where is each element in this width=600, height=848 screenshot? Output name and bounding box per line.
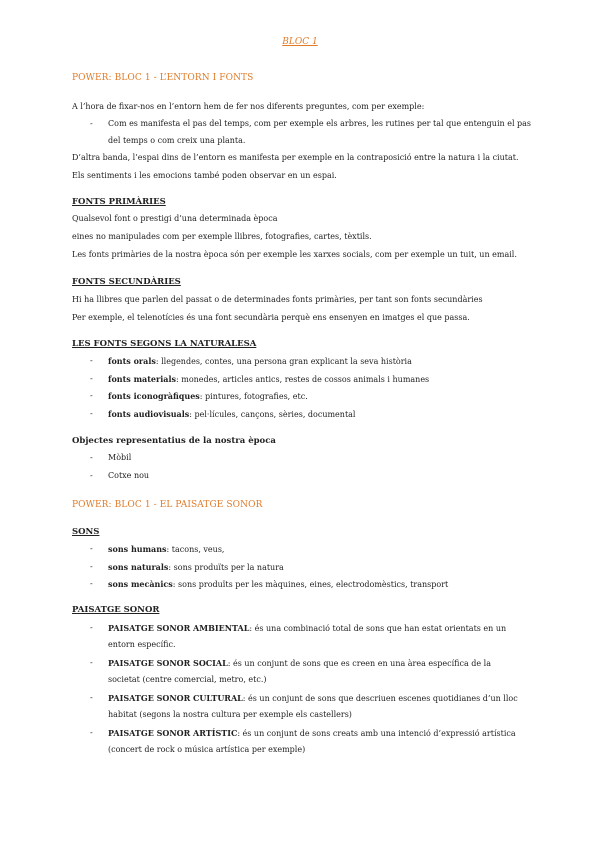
bullet-dash: - [90, 409, 93, 418]
bullet-dash: - [90, 623, 93, 632]
heading-fonts-primaries: FONTS PRIMÀRIES [72, 197, 166, 207]
list-item: fonts audiovisuals: pel·lícules, cançons, sèries, documental [108, 409, 356, 419]
paragraph: Per exemple, el telenotícies és una font secundària perquè ens ensenyen en imatges el que passa. [72, 313, 470, 322]
list-item-cont: societat (centre comercial, metro, etc.) [108, 675, 267, 684]
list-item: sons humans: tacons, veus, [108, 544, 225, 554]
heading-fonts-naturalesa: LES FONTS SEGONS LA NATURALESA [72, 339, 257, 349]
paragraph: eines no manipulades com per exemple llibres, fotografies, cartes, tèxtils. [72, 232, 372, 241]
bullet-dash: - [90, 579, 93, 588]
heading-sons: SONS [72, 527, 100, 537]
section-heading-entorn: POWER: BLOC 1 - L’ENTORN I FONTS [72, 73, 254, 83]
heading-fonts-secundaries: FONTS SECUNDÀRIES [72, 277, 181, 287]
paragraph: Qualsevol font o prestigi d’una determinada època [72, 214, 278, 223]
list-item: Mòbil [108, 453, 132, 462]
list-item: PAISATGE SONOR AMBIENTAL: és una combinació total de sons que han estat orientats en un [108, 623, 507, 633]
list-item: fonts iconogràfiques: pintures, fotografies, etc. [108, 391, 308, 401]
heading-objectes: Objectes representatius de la nostra època [72, 436, 276, 446]
bullet-dash: - [90, 356, 93, 365]
bullet-dash: - [90, 562, 93, 571]
paragraph: Les fonts primàries de la nostra època són per exemple les xarxes socials, com per exemple un tuit, un email. [72, 250, 517, 259]
list-item: sons naturals: sons produïts per la natura [108, 562, 284, 572]
bullet-dash: - [90, 391, 93, 400]
bullet-dash: - [90, 693, 93, 702]
list-item: fonts materials: monedes, articles antics, restes de cossos animals i humanes [108, 374, 430, 384]
bullet-dash: - [90, 471, 93, 480]
bullet-dash: - [90, 728, 93, 737]
list-item: PAISATGE SONOR CULTURAL: és un conjunt de sons que descriuen escenes quotidianes d’un lloc [108, 693, 518, 703]
bullet-dash: - [90, 658, 93, 667]
bloc-title: BLOC 1 [282, 37, 318, 47]
paragraph: Hi ha llibres que parlen del passat o de determinades fonts primàries, per tant son fonts secundàries [72, 295, 483, 304]
list-item: fonts orals: llegendes, contes, una persona gran explicant la seva història [108, 356, 412, 366]
list-item-cont: habitat (segons la nostra cultura per exemple els castellers) [108, 710, 352, 719]
bullet-dash: - [90, 453, 93, 462]
list-item: Cotxe nou [108, 471, 150, 480]
bullet-text-cont: del temps o com creix una planta. [108, 136, 246, 145]
list-item-cont: (concert de rock o música artística per exemple) [108, 745, 306, 754]
list-item: PAISATGE SONOR ARTÍSTIC: és un conjunt de sons creats amb una intenció d’expressió artística [108, 728, 516, 738]
list-item: PAISATGE SONOR SOCIAL: és un conjunt de sons que es creen en una àrea específica de la [108, 658, 492, 668]
bullet-text: Com es manifesta el pas del temps, com per exemple els arbres, les rutines per tal que entenguin el pas [108, 119, 532, 128]
heading-paisatge-sonor: PAISATGE SONOR [72, 605, 160, 615]
paragraph: Els sentiments i les emocions també poden observar en un espai. [72, 171, 337, 180]
list-item-cont: entorn específic. [108, 640, 176, 649]
bullet-dash: - [90, 374, 93, 383]
bullet-dash: - [90, 119, 93, 128]
section-heading-paisatge: POWER: BLOC 1 - EL PAISATGE SONOR [72, 500, 263, 510]
paragraph: D’altra banda, l’espai dins de l’entorn es manifesta per exemple en la contraposició entre la natura i la ciutat. [72, 153, 519, 162]
intro-text: A l’hora de fixar-nos en l’entorn hem de fer nos diferents preguntes, com per exemple: [72, 102, 425, 111]
bullet-dash: - [90, 544, 93, 553]
list-item: sons mecànics: sons produïts per les màquines, eines, electrodomèstics, transport [108, 579, 449, 589]
